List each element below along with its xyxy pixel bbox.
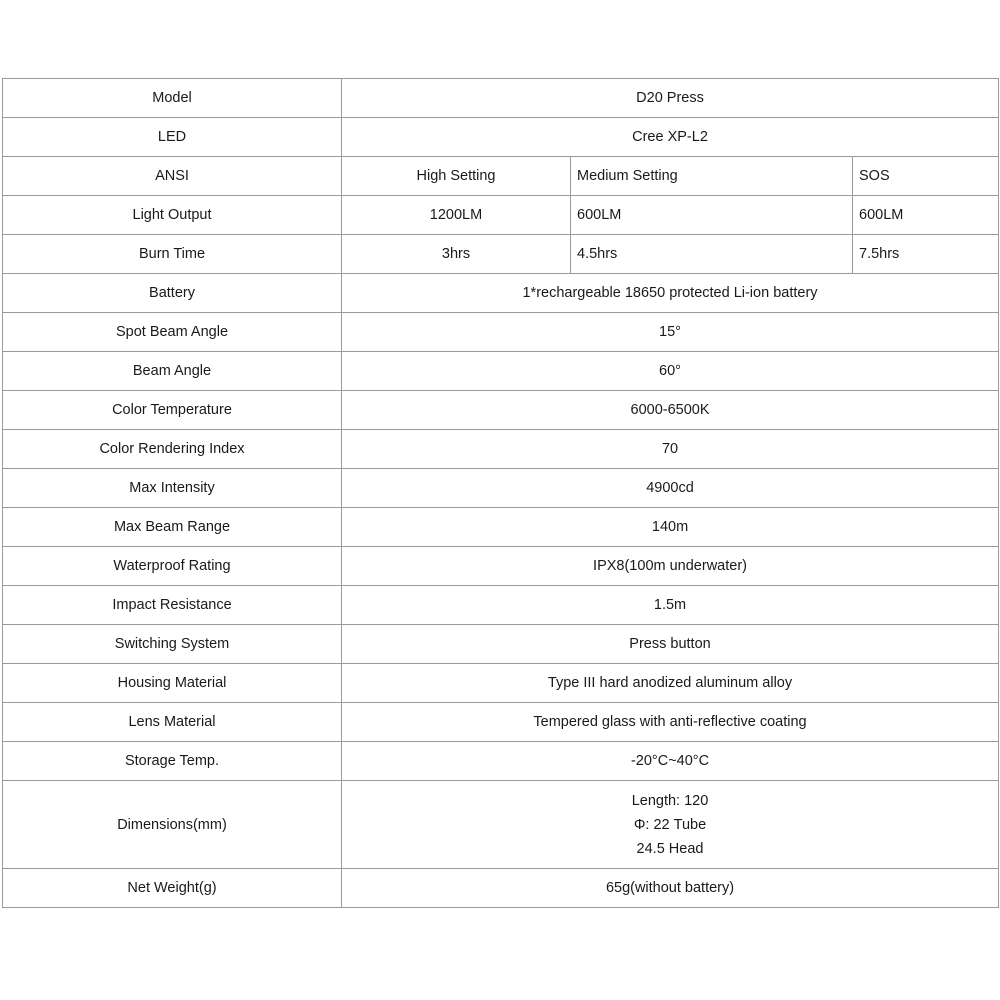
table-row [3, 430, 999, 469]
row-label-housing: Housing Material [3, 664, 342, 703]
table-row [3, 157, 999, 196]
table-row [3, 274, 999, 313]
row-value-dimensions [342, 781, 999, 869]
row-value-switching: Press button [342, 625, 999, 664]
ansi-medium-header: Medium Setting [571, 157, 853, 196]
ansi-high-header: High Setting [342, 157, 571, 196]
row-label-spot-beam-angle: Spot Beam Angle [3, 313, 342, 352]
row-label-model: Model [3, 79, 342, 118]
row-label-impact: Impact Resistance [3, 586, 342, 625]
row-value-spot-beam-angle: 15° [342, 313, 999, 352]
spec-table [2, 78, 999, 908]
row-label-cri: Color Rendering Index [3, 430, 342, 469]
row-value-cri: 70 [342, 430, 999, 469]
row-value-led: Cree XP-L2 [342, 118, 999, 157]
row-label-battery: Battery [3, 274, 342, 313]
row-label-max-beam-range: Max Beam Range [3, 508, 342, 547]
table-row [3, 235, 999, 274]
table-row [3, 547, 999, 586]
row-label-dimensions: Dimensions(mm) [3, 781, 342, 869]
row-value-lens: Tempered glass with anti-reflective coating [342, 703, 999, 742]
row-label-waterproof: Waterproof Rating [3, 547, 342, 586]
dimension-tube-diameter: Φ: 22 Tube [633, 816, 707, 833]
table-row [3, 703, 999, 742]
row-label-max-intensity: Max Intensity [3, 469, 342, 508]
row-value-net-weight: 65g(without battery) [342, 869, 999, 908]
row-value-storage-temp: -20°C~40°C [342, 742, 999, 781]
row-label-switching: Switching System [3, 625, 342, 664]
burn-time-high: 3hrs [342, 235, 571, 274]
row-value-color-temperature: 6000-6500K [342, 391, 999, 430]
table-row [3, 869, 999, 908]
row-value-beam-angle: 60° [342, 352, 999, 391]
row-value-max-intensity: 4900cd [342, 469, 999, 508]
table-row [3, 625, 999, 664]
ansi-sos-header: SOS [853, 157, 999, 196]
row-value-max-beam-range: 140m [342, 508, 999, 547]
row-value-impact: 1.5m [342, 586, 999, 625]
light-output-medium: 600LM [571, 196, 853, 235]
table-row [3, 79, 999, 118]
row-label-ansi: ANSI [3, 157, 342, 196]
table-row [3, 664, 999, 703]
dimension-head-diameter: 24.5 Head [636, 840, 704, 857]
table-row [3, 742, 999, 781]
table-row [3, 508, 999, 547]
row-label-storage-temp: Storage Temp. [3, 742, 342, 781]
row-label-beam-angle: Beam Angle [3, 352, 342, 391]
table-row [3, 586, 999, 625]
burn-time-medium: 4.5hrs [571, 235, 853, 274]
row-value-waterproof: IPX8(100m underwater) [342, 547, 999, 586]
row-label-net-weight: Net Weight(g) [3, 869, 342, 908]
table-row [3, 469, 999, 508]
row-label-led: LED [3, 118, 342, 157]
light-output-high: 1200LM [342, 196, 571, 235]
table-row [3, 196, 999, 235]
row-label-color-temperature: Color Temperature [3, 391, 342, 430]
table-row [3, 781, 999, 869]
table-row [3, 313, 999, 352]
burn-time-sos: 7.5hrs [853, 235, 999, 274]
table-row [3, 391, 999, 430]
table-row [3, 352, 999, 391]
row-label-lens: Lens Material [3, 703, 342, 742]
row-label-light-output: Light Output [3, 196, 342, 235]
light-output-sos: 600LM [853, 196, 999, 235]
row-value-model: D20 Press [342, 79, 999, 118]
dimension-length: Length: 120 [631, 792, 709, 809]
table-row [3, 118, 999, 157]
row-label-burn-time: Burn Time [3, 235, 342, 274]
row-value-battery: 1*rechargeable 18650 protected Li-ion battery [342, 274, 999, 313]
row-value-housing: Type III hard anodized aluminum alloy [342, 664, 999, 703]
